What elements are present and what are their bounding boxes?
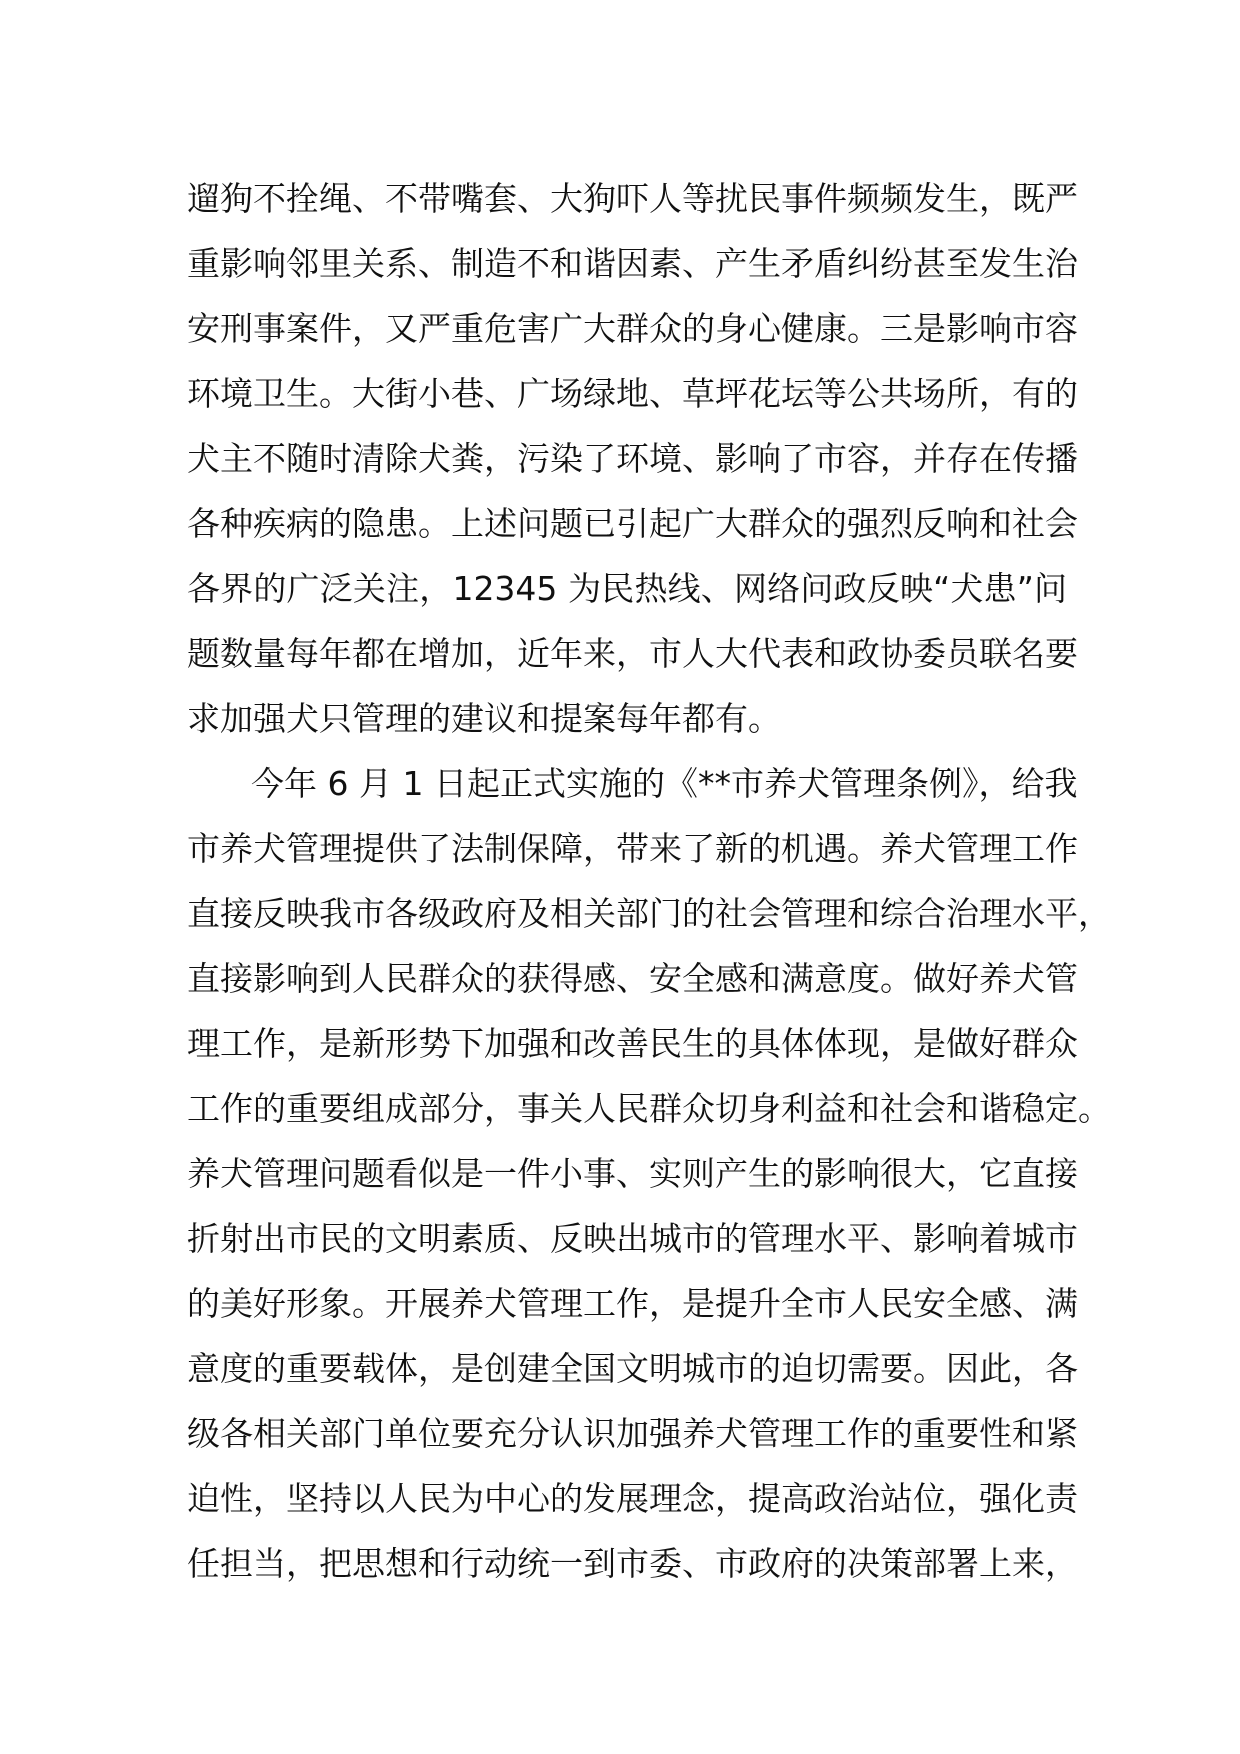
text-line: 直接影响到人民群众的获得感、安全感和满意度。做好养犬管 xyxy=(187,959,1078,998)
text-line: 今年 6 月 1 日起正式实施的《**市养犬管理条例》，给我 xyxy=(251,764,1078,803)
paragraph-2 xyxy=(187,751,1111,1596)
text-line: 题数量每年都在增加，近年来，市人大代表和政协委员联名要 xyxy=(187,634,1078,673)
text-line: 求加强犬只管理的建议和提案每年都有。 xyxy=(187,699,781,738)
text-line: 各种疾病的隐患。上述问题已引起广大群众的强烈反响和社会 xyxy=(187,504,1078,543)
text-line: 级各相关部门单位要充分认识加强养犬管理工作的重要性和紧 xyxy=(187,1414,1078,1453)
text-line: 环境卫生。大街小巷、广场绿地、草坪花坛等公共场所，有的 xyxy=(187,374,1078,413)
text-line: 工作的重要组成部分，事关人民群众切身利益和社会和谐稳定。 xyxy=(187,1089,1111,1128)
text-line: 市养犬管理提供了法制保障，带来了新的机遇。养犬管理工作 xyxy=(187,829,1078,868)
text-line: 养犬管理问题看似是一件小事、实则产生的影响很大，它直接 xyxy=(187,1154,1078,1193)
text-line: 直接反映我市各级政府及相关部门的社会管理和综合治理水平， xyxy=(187,894,1111,933)
text-line: 任担当，把思想和行动统一到市委、市政府的决策部署上来， xyxy=(187,1544,1078,1583)
text-line: 折射出市民的文明素质、反映出城市的管理水平、影响着城市 xyxy=(187,1219,1078,1258)
paragraph-1 xyxy=(187,166,1078,751)
text-line: 重影响邻里关系、制造不和谐因素、产生矛盾纠纷甚至发生治 xyxy=(187,244,1078,283)
text-line: 安刑事案件，又严重危害广大群众的身心健康。三是影响市容 xyxy=(187,309,1078,348)
text-line: 遛狗不拴绳、不带嘴套、大狗吓人等扰民事件频频发生，既严 xyxy=(187,179,1078,218)
text-line: 犬主不随时清除犬粪，污染了环境、影响了市容，并存在传播 xyxy=(187,439,1078,478)
text-line: 理工作，是新形势下加强和改善民生的具体体现，是做好群众 xyxy=(187,1024,1078,1063)
text-line: 的美好形象。开展养犬管理工作，是提升全市人民安全感、满 xyxy=(187,1284,1078,1323)
text-line: 迫性，坚持以人民为中心的发展理念，提高政治站位，强化责 xyxy=(187,1479,1078,1518)
body-text xyxy=(187,166,1111,1596)
text-line: 意度的重要载体，是创建全国文明城市的迫切需要。因此，各 xyxy=(187,1349,1078,1388)
text-line: 各界的广泛关注，12345 为民热线、网络问政反映“犬患”问 xyxy=(187,569,1067,608)
